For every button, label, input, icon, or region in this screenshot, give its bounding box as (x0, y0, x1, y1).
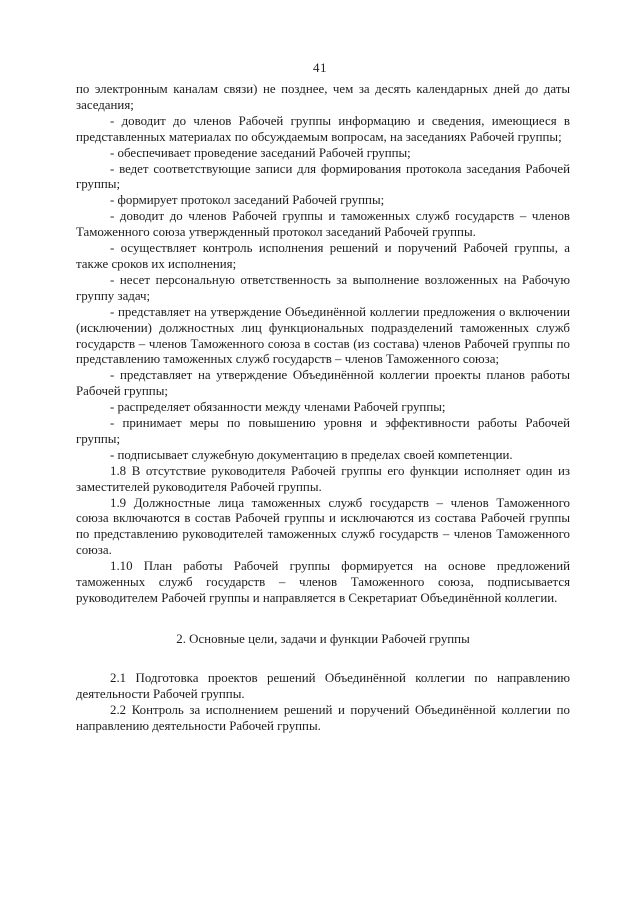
list-item: - доводит до членов Рабочей группы и таможенных служб государств – членов Таможенного союза утвержденный протокол заседаний Рабочей группы. (76, 209, 570, 240)
clause-2-1: 2.1 Подготовка проектов решений Объединённой коллегии по направлению деятельности Рабочей группы. (76, 670, 570, 701)
clause-1-8: 1.8 В отсутствие руководителя Рабочей группы его функции исполняет один из заместителей руководителя Рабочей группы. (76, 463, 570, 494)
list-item: - распределяет обязанности между членами Рабочей группы; (110, 400, 446, 415)
page-body (76, 82, 570, 734)
paragraph-continuation: по электронным каналам связи) не позднее, чем за десять календарных дней до даты заседания; (76, 82, 570, 112)
list-item: - несет персональную ответственность за выполнение возложенных на Рабочую группу задач; (76, 272, 570, 303)
list-item: - принимает меры по повышению уровня и эффективности работы Рабочей группы; (76, 416, 570, 446)
list-item: - осуществляет контроль исполнения решений и поручений Рабочей группы, а также сроков их исполнения; (76, 241, 570, 271)
list-item: - обеспечивает проведение заседаний Рабочей группы; (110, 145, 411, 160)
list-item: - подписывает служебную документацию в пределах своей компетенции. (110, 447, 513, 462)
list-item: - представляет на утверждение Объединённой коллегии предложения о включении (исключении) должностных лиц функциональных подразделений таможенных служб государств – членов Таможенного союза в состав (из состава) членов Рабочей группы по представлению таможенных служб государств – членов Таможенного союза; (76, 304, 570, 367)
list-item: - ведет соответствующие записи для формирования протокола заседания Рабочей группы; (76, 161, 570, 192)
list-item: - доводит до членов Рабочей группы информацию и сведения, имеющиеся в представленных материалах по обсуждаемым вопросам, на заседаниях Рабочей группы; (76, 113, 570, 144)
list-item: - формирует протокол заседаний Рабочей группы; (110, 193, 385, 208)
clause-1-10: 1.10 План работы Рабочей группы формируется на основе предложений таможенных служб государств – членов Таможенного союза, подписывается руководителем Рабочей группы и направляется в Секретариат Объединённой коллегии. (76, 559, 570, 605)
clause-2-2: 2.2 Контроль за исполнением решений и поручений Объединённой коллегии по направлению деятельности Рабочей группы. (76, 702, 570, 733)
page-number: 41 (313, 60, 327, 75)
clause-1-9: 1.9 Должностные лица таможенных служб государств – членов Таможенного союза включаются в состав Рабочей группы и исключаются из состава Рабочей группы по представлению руководителей таможенных служб государств – членов Таможенного союза. (76, 495, 570, 558)
section-heading: 2. Основные цели, задачи и функции Рабочей группы (176, 631, 470, 646)
list-item: - представляет на утверждение Объединённой коллегии проекты планов работы Рабочей группы; (76, 368, 570, 399)
